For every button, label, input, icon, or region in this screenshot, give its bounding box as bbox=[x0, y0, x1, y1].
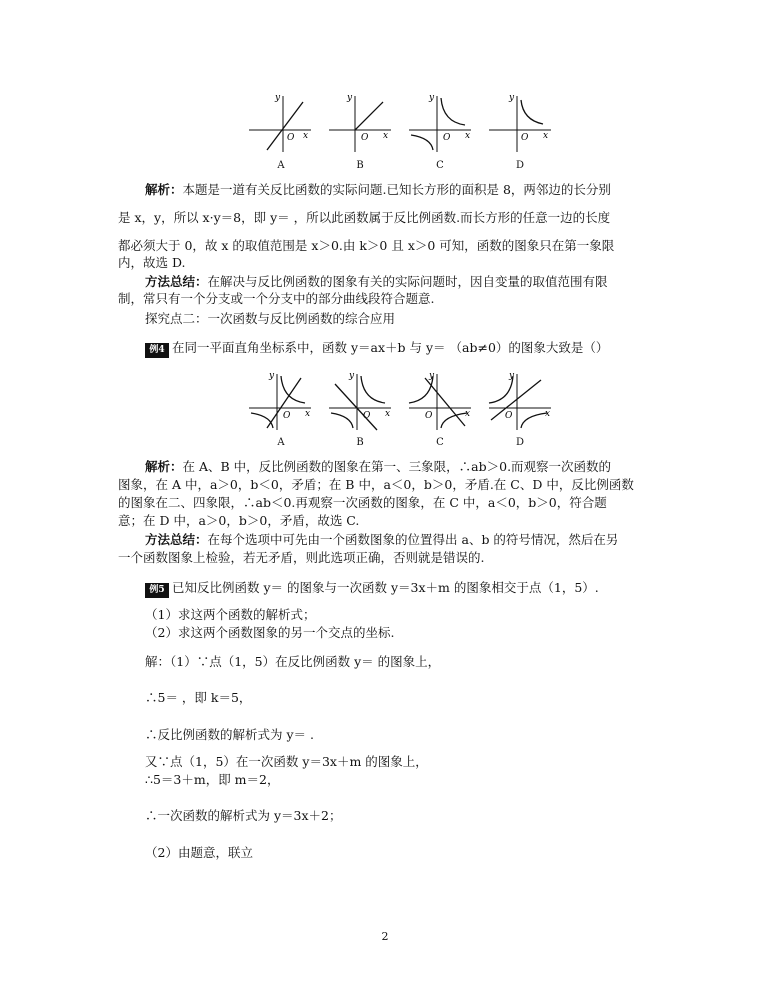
svg-text:x: x bbox=[465, 131, 471, 141]
solution-s4: 又∵点（1，5）在一次函数 y＝3x＋m 的图象上， bbox=[145, 754, 428, 769]
figure-row1-label-b: B bbox=[356, 160, 364, 171]
figure-row2-d bbox=[485, 370, 555, 432]
analysis1-line2: 是 x，y，所以 x·y＝8，即 y＝ ，所以此函数属于反比例函数.而长方形的任意一边的长度 bbox=[118, 210, 611, 225]
analysis2-line4: 意；在 D 中，a＞0，b＞0，矛盾，故选 C. bbox=[118, 513, 360, 528]
analysis2-text1: 在 A、B 中，反比例函数的图象在第一、三象限，∴ab＞0.而观察一次函数的 bbox=[182, 459, 612, 474]
example5-badge: 例5 bbox=[145, 583, 169, 598]
analysis1-line3: 都必须大于 0，故 x 的取值范围是 x＞0.由 k＞0 且 x＞0 可知，函数的图象只在第一象限 bbox=[118, 238, 615, 253]
solution-s3: ∴反比例函数的解析式为 y＝ . bbox=[145, 727, 314, 742]
example5-line bbox=[145, 580, 599, 598]
analysis2-line3: 的图象在二、四象限，∴ab＜0.再观察一次函数的图象，在 C 中，a＜0，b＞0，符合题 bbox=[118, 495, 607, 510]
svg-text:y: y bbox=[269, 371, 275, 381]
svg-text:O: O bbox=[425, 411, 433, 421]
svg-text:O: O bbox=[363, 411, 371, 421]
svg-text:x: x bbox=[543, 131, 549, 141]
svg-text:y: y bbox=[429, 93, 435, 103]
method2-line2: 一个函数图象上检验，若无矛盾，则此选项正确，否则就是错误的. bbox=[118, 550, 485, 565]
svg-text:y: y bbox=[347, 93, 353, 103]
solution-s1: 解：（1）∵点（1，5）在反比例函数 y＝ 的图象上， bbox=[145, 654, 441, 669]
svg-text:O: O bbox=[361, 133, 369, 143]
example4-badge: 例4 bbox=[145, 343, 169, 358]
figure-row1-d bbox=[485, 92, 555, 154]
section2-heading: 探究点二：一次函数与反比例函数的综合应用 bbox=[145, 311, 396, 326]
figure-row2-label-b: B bbox=[356, 437, 364, 448]
analysis2-title: 解析： bbox=[145, 459, 183, 474]
svg-text:O: O bbox=[283, 411, 291, 421]
figure-row1-label-d: D bbox=[515, 160, 525, 171]
svg-text:O: O bbox=[443, 133, 451, 143]
figure-row2-c bbox=[405, 370, 475, 432]
method2-line1 bbox=[145, 532, 618, 548]
analysis1-line1 bbox=[145, 182, 611, 198]
figure-row2-label-c: C bbox=[436, 437, 444, 448]
svg-text:x: x bbox=[465, 409, 471, 419]
analysis2-line1 bbox=[145, 459, 611, 475]
figure-row1-label-a: A bbox=[277, 160, 285, 171]
figure-row2-label-d: D bbox=[515, 437, 525, 448]
page-number: 2 bbox=[381, 930, 389, 943]
svg-text:O: O bbox=[521, 133, 529, 143]
solution-s2: ∴5＝ ，即 k＝5， bbox=[145, 690, 252, 705]
figure-row1-label-c: C bbox=[436, 160, 444, 171]
method1-text1: 在解决与反比例函数的图象有关的实际问题时，因自变量的取值范围有限 bbox=[207, 274, 608, 289]
svg-text:O: O bbox=[287, 133, 295, 143]
svg-text:x: x bbox=[383, 131, 389, 141]
figure-row1-c bbox=[405, 92, 475, 154]
svg-text:y: y bbox=[275, 93, 281, 103]
figure-row2-a bbox=[245, 370, 315, 432]
analysis2-line2: 图象，在 A 中，a＞0，b＜0，矛盾；在 B 中，a＜0，b＞0，矛盾.在 C、D 中，反比例函数 bbox=[118, 477, 634, 492]
method1-line2: 制，常只有一个分支或一个分支中的部分曲线段符合题意. bbox=[118, 291, 435, 306]
svg-text:O: O bbox=[505, 411, 513, 421]
example5-q2: （2）求这两个函数图象的另一个交点的坐标. bbox=[145, 625, 395, 640]
figure-row2-label-a: A bbox=[277, 437, 285, 448]
example5-q1: （1）求这两个函数的解析式； bbox=[145, 607, 316, 622]
svg-text:y: y bbox=[429, 371, 435, 381]
solution-s6: ∴一次函数的解析式为 y＝3x＋2； bbox=[145, 808, 342, 823]
figure-row1-b bbox=[325, 92, 395, 154]
figure-row1-a bbox=[245, 92, 315, 154]
example5-text: 已知反比例函数 y＝ 的图象与一次函数 y＝3x＋m 的图象相交于点（1，5）. bbox=[172, 580, 599, 595]
figure-row2-b bbox=[325, 370, 395, 432]
example4-text: 在同一平面直角坐标系中，函数 y＝ax＋b 与 y＝ （ab≠0）的图象大致是（） bbox=[172, 340, 609, 355]
solution-s7: （2）由题意，联立 bbox=[145, 845, 253, 860]
svg-text:x: x bbox=[305, 409, 311, 419]
example4-line bbox=[145, 340, 608, 358]
svg-text:x: x bbox=[385, 409, 391, 419]
solution-s5: ∴5＝3＋m，即 m＝2， bbox=[145, 772, 280, 787]
analysis1-title: 解析： bbox=[145, 182, 183, 197]
analysis1-line4: 内，故选 D. bbox=[118, 255, 186, 270]
method1-title: 方法总结： bbox=[145, 274, 208, 289]
svg-text:x: x bbox=[545, 409, 551, 419]
svg-text:y: y bbox=[349, 371, 355, 381]
svg-text:y: y bbox=[509, 371, 515, 381]
svg-text:y: y bbox=[509, 93, 515, 103]
method2-title: 方法总结： bbox=[145, 532, 208, 547]
analysis1-text1: 本题是一道有关反比函数的实际问题.已知长方形的面积是 8，两邻边的长分别 bbox=[182, 182, 611, 197]
method1-line1 bbox=[145, 274, 608, 290]
svg-text:x: x bbox=[303, 131, 309, 141]
method2-text1: 在每个选项中可先由一个函数图象的位置得出 a、b 的符号情况，然后在另 bbox=[207, 532, 619, 547]
